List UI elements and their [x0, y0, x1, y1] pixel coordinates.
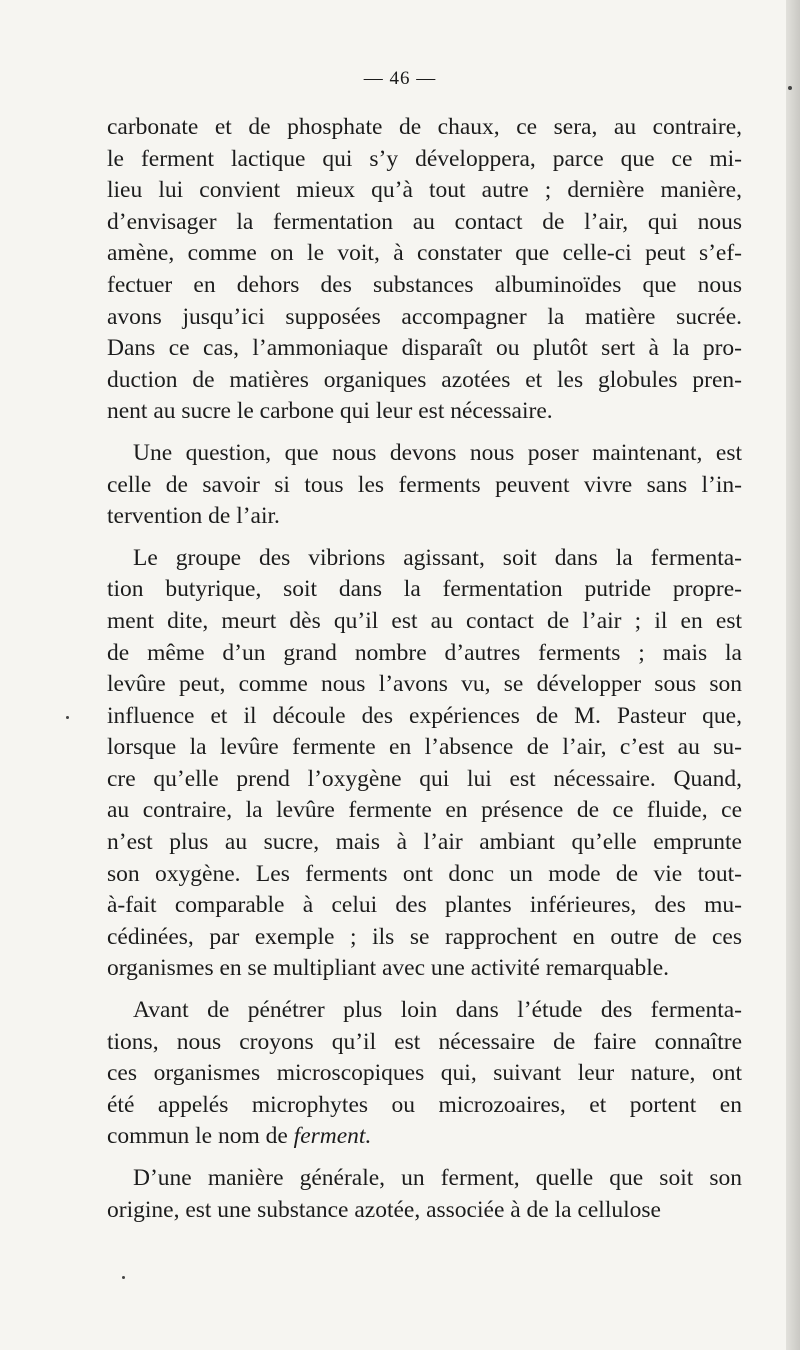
paragraph-gap — [107, 428, 742, 438]
text-line: tervention de l’air. — [107, 503, 280, 530]
text-line: amène, comme on le voit, à constater que celle-ci peut s’ef- — [107, 240, 742, 267]
paragraph-gap — [107, 985, 742, 995]
paragraph-gap — [107, 1153, 742, 1163]
italic-term: ferment. — [293, 1123, 372, 1150]
text-line: levûre peut, comme nous l’avons vu, se développer sous son — [107, 671, 742, 698]
text-line: celle de savoir si tous les ferments peuvent vivre sans l’in- — [107, 471, 742, 498]
text-line: le ferment lactique qui s’y développera, parce que ce mi- — [107, 145, 742, 172]
text-line: commun le nom de ferment. — [107, 1123, 372, 1150]
ink-speck — [66, 716, 69, 719]
ink-speck — [122, 1276, 125, 1279]
text-line: à-fait comparable à celui des plantes inférieures, des mu- — [107, 892, 742, 919]
text-line: avons jusqu’ici supposées accompagner la matière sucrée. — [107, 303, 742, 330]
text-line: influence et il découle des expériences de M. Pasteur que, — [107, 702, 742, 729]
page-edge-shadow — [786, 0, 800, 1350]
paragraph — [107, 543, 742, 985]
text-line: duction de matières organiques azotées et les globules pren- — [107, 366, 742, 393]
body-text — [107, 112, 742, 1226]
text-line: D’une manière générale, un ferment, quelle que soit son — [133, 1165, 742, 1191]
text-line: n’est plus au sucre, mais à l’air ambiant qu’elle emprunte — [107, 829, 742, 856]
text-line: tion butyrique, soit dans la fermentation putride propre- — [107, 576, 742, 603]
text-line: organismes en se multipliant avec une activité remarquable. — [107, 955, 670, 982]
text-line: carbonate et de phosphate de chaux, ce sera, au contraire, — [107, 114, 742, 140]
text-line: lorsque la levûre fermente en l’absence de l’air, c’est au su- — [107, 734, 742, 761]
text-line: son oxygène. Les ferments ont donc un mode de vie tout- — [107, 860, 742, 887]
text-line: de même d’un grand nombre d’autres ferments ; mais la — [107, 639, 742, 666]
text-line: nent au sucre le carbone qui leur est nécessaire. — [107, 398, 553, 425]
text-line: fectuer en dehors des substances albuminoïdes que nous — [107, 271, 742, 298]
text-line: Avant de pénétrer plus loin dans l’étude des fermenta- — [133, 997, 742, 1024]
text-line: Le groupe des vibrions agissant, soit dans la fermenta- — [133, 544, 742, 571]
paragraph — [107, 995, 742, 1153]
text-line: Dans ce cas, l’ammoniaque disparaît ou plutôt sert à la pro- — [107, 335, 742, 362]
text-line: cre qu’elle prend l’oxygène qui lui est nécessaire. Quand, — [107, 765, 742, 792]
text-line: tions, nous croyons qu’il est nécessaire de faire connaître — [107, 1028, 742, 1055]
text-line: été appelés microphytes ou microzoaires, et portent en — [107, 1091, 742, 1118]
text-line: lieu lui convient mieux qu’à tout autre ; dernière manière, — [107, 177, 742, 204]
paragraph-gap — [107, 533, 742, 543]
paragraph — [107, 112, 742, 428]
text-line: au contraire, la levûre fermente en présence de ce fluide, ce — [107, 797, 742, 824]
text-line: Une question, que nous devons nous poser maintenant, est — [133, 439, 742, 466]
text-line: d’envisager la fermentation au contact de l’air, qui nous — [107, 208, 742, 235]
text-line: origine, est une substance azotée, associée à de la cellulose — [107, 1196, 661, 1223]
ink-speck — [788, 86, 792, 90]
paragraph — [107, 438, 742, 533]
page-number: — 46 — — [363, 68, 437, 89]
text-line: ment dite, meurt dès qu’il est au contact de l’air ; il en est — [107, 607, 742, 634]
paragraph — [107, 1163, 742, 1226]
text-line: ces organismes microscopiques qui, suivant leur nature, ont — [107, 1060, 742, 1087]
text-line: cédinées, par exemple ; ils se rapprochent en outre de ces — [107, 923, 742, 950]
